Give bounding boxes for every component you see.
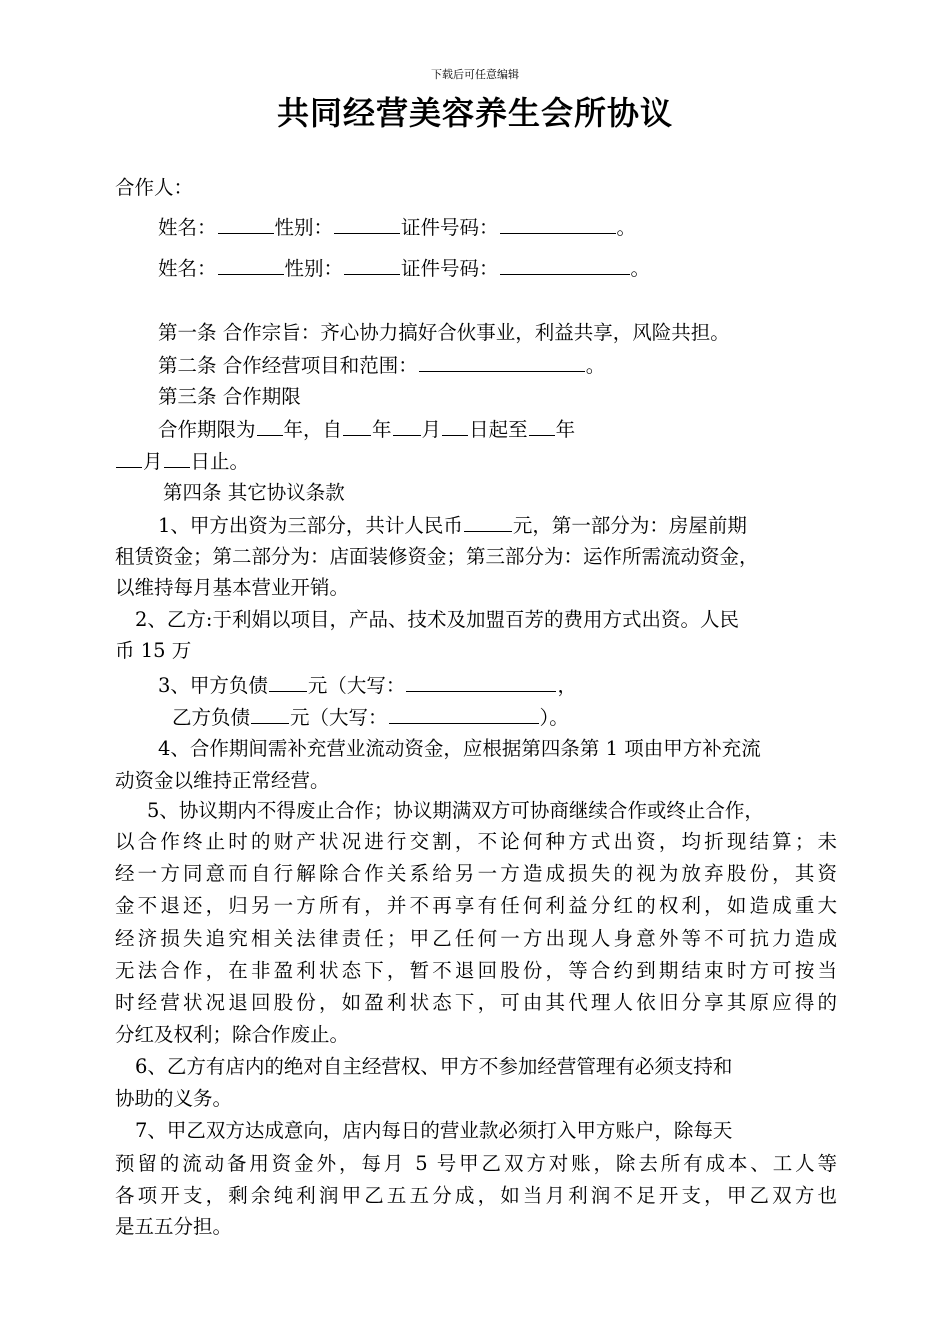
clause-1-line-2: 租赁资金；第二部分为：店面装修资金；第三部分为：运作所需流动资金，: [115, 545, 759, 568]
period-years-blank: [257, 415, 283, 436]
party-a-debt-blank: [269, 671, 307, 692]
article-1: 第一条 合作宗旨：齐心协力搞好合伙事业，利益共享，风险共担。: [158, 321, 730, 344]
clause-5-line-1: 5、协议期内不得废止合作；协议期满双方可协商继续合作或终止合作，: [147, 799, 764, 822]
party-1-id-blank: [500, 213, 616, 234]
document-title: 共同经营美容养生会所协议: [276, 94, 673, 132]
party-a-debt-words-blank: [406, 671, 556, 692]
start-month-blank: [393, 415, 421, 436]
clause-5-line-4: 金不退还，归另一方所有，并不再享有任何利益分红的权利，如造成重大: [115, 894, 837, 917]
end-year-blank: [529, 415, 555, 436]
party-2-id-blank: [500, 254, 630, 275]
clause-6-line-2: 协助的义务。: [115, 1087, 233, 1110]
clause-1-line-3: 以维持每月基本营业开销。: [115, 576, 350, 599]
end-month-blank: [116, 447, 142, 468]
article-3-period-line-2: 月 日止。: [115, 447, 249, 476]
party-2-name-blank: [218, 254, 284, 275]
party-b-debt-words-blank: [389, 703, 539, 724]
clause-1-amount-blank: [464, 511, 512, 532]
clause-7-line-4: 是五五分担。: [115, 1215, 233, 1238]
party-b-debt-blank: [251, 703, 289, 724]
clause-5-line-8: 分红及权利；除合作废止。: [115, 1023, 350, 1046]
start-day-blank: [442, 415, 468, 436]
party-1-gender-blank: [334, 213, 400, 234]
clause-5-line-6: 无法合作，在非盈利状态下，暂不退回股份，等合约到期结束时方可按当: [115, 959, 837, 982]
clause-5-line-2: 以合作终止时的财产状况进行交割，不论何种方式出资，均折现结算；未: [115, 830, 837, 853]
clause-5-line-7: 时经营状况退回股份，如盈利状态下，可由其代理人依旧分享其原应得的: [115, 991, 837, 1014]
clause-1-line-1: 1、甲方出资为三部分，共计人民币 元，第一部分为：房屋前期: [158, 511, 747, 540]
clause-3-line-2: 乙方负债 元（大写： ）。: [172, 703, 569, 732]
header-note: 下载后可任意编辑: [431, 68, 519, 81]
clause-7-line-3: 各项开支，剩余纯利润甲乙五五分成，如当月利润不足开支，甲乙双方也: [115, 1184, 837, 1207]
clause-2-line-2: 币 15 万: [115, 639, 192, 662]
article-3-title: 第三条 合作期限: [158, 385, 301, 408]
clause-4-line-1: 4、合作期间需补充营业流动资金，应根据第四条第 1 项由甲方补充流: [158, 737, 761, 760]
clause-3-line-1: 3、甲方负债 元（大写： ，: [158, 671, 577, 700]
article-3-period-line-1: 合作期限为 年，自 年 月 日起至 年: [158, 415, 575, 444]
clause-4-line-2: 动资金以维持正常经营。: [115, 769, 330, 792]
start-year-blank: [343, 415, 371, 436]
party-2-line: 姓名： 性别： 证件号码： 。: [158, 254, 650, 283]
article-4-title: 第四条 其它协议条款: [163, 481, 345, 504]
end-day-blank: [164, 447, 190, 468]
clause-2-line-1: 2、乙方:于利娟以项目，产品、技术及加盟百芳的费用方式出资。人民: [135, 608, 739, 631]
clause-5-line-3: 经一方同意而自行解除合作关系给另一方造成损失的视为放弃股份，其资: [115, 862, 837, 885]
clause-6-line-1: 6、乙方有店内的绝对自主经营权、甲方不参加经营管理有必须支持和: [135, 1055, 733, 1078]
article-2: 第二条 合作经营项目和范围： 。: [158, 351, 605, 380]
party-1-name-blank: [218, 213, 274, 234]
article-2-blank: [419, 351, 585, 372]
parties-label: 合作人：: [115, 176, 194, 199]
party-2-gender-blank: [344, 254, 400, 275]
clause-7-line-1: 7、甲乙双方达成意向，店内每日的营业款必须打入甲方账户，除每天: [135, 1119, 733, 1142]
party-1-line: 姓名： 性别： 证件号码： 。: [158, 213, 636, 242]
clause-7-line-2: 预留的流动备用资金外，每月 5 号甲乙双方对账，除去所有成本、工人等: [115, 1152, 837, 1175]
clause-5-line-5: 经济损失追究相关法律责任；甲乙任何一方出现人身意外等不可抗力造成: [115, 927, 837, 950]
